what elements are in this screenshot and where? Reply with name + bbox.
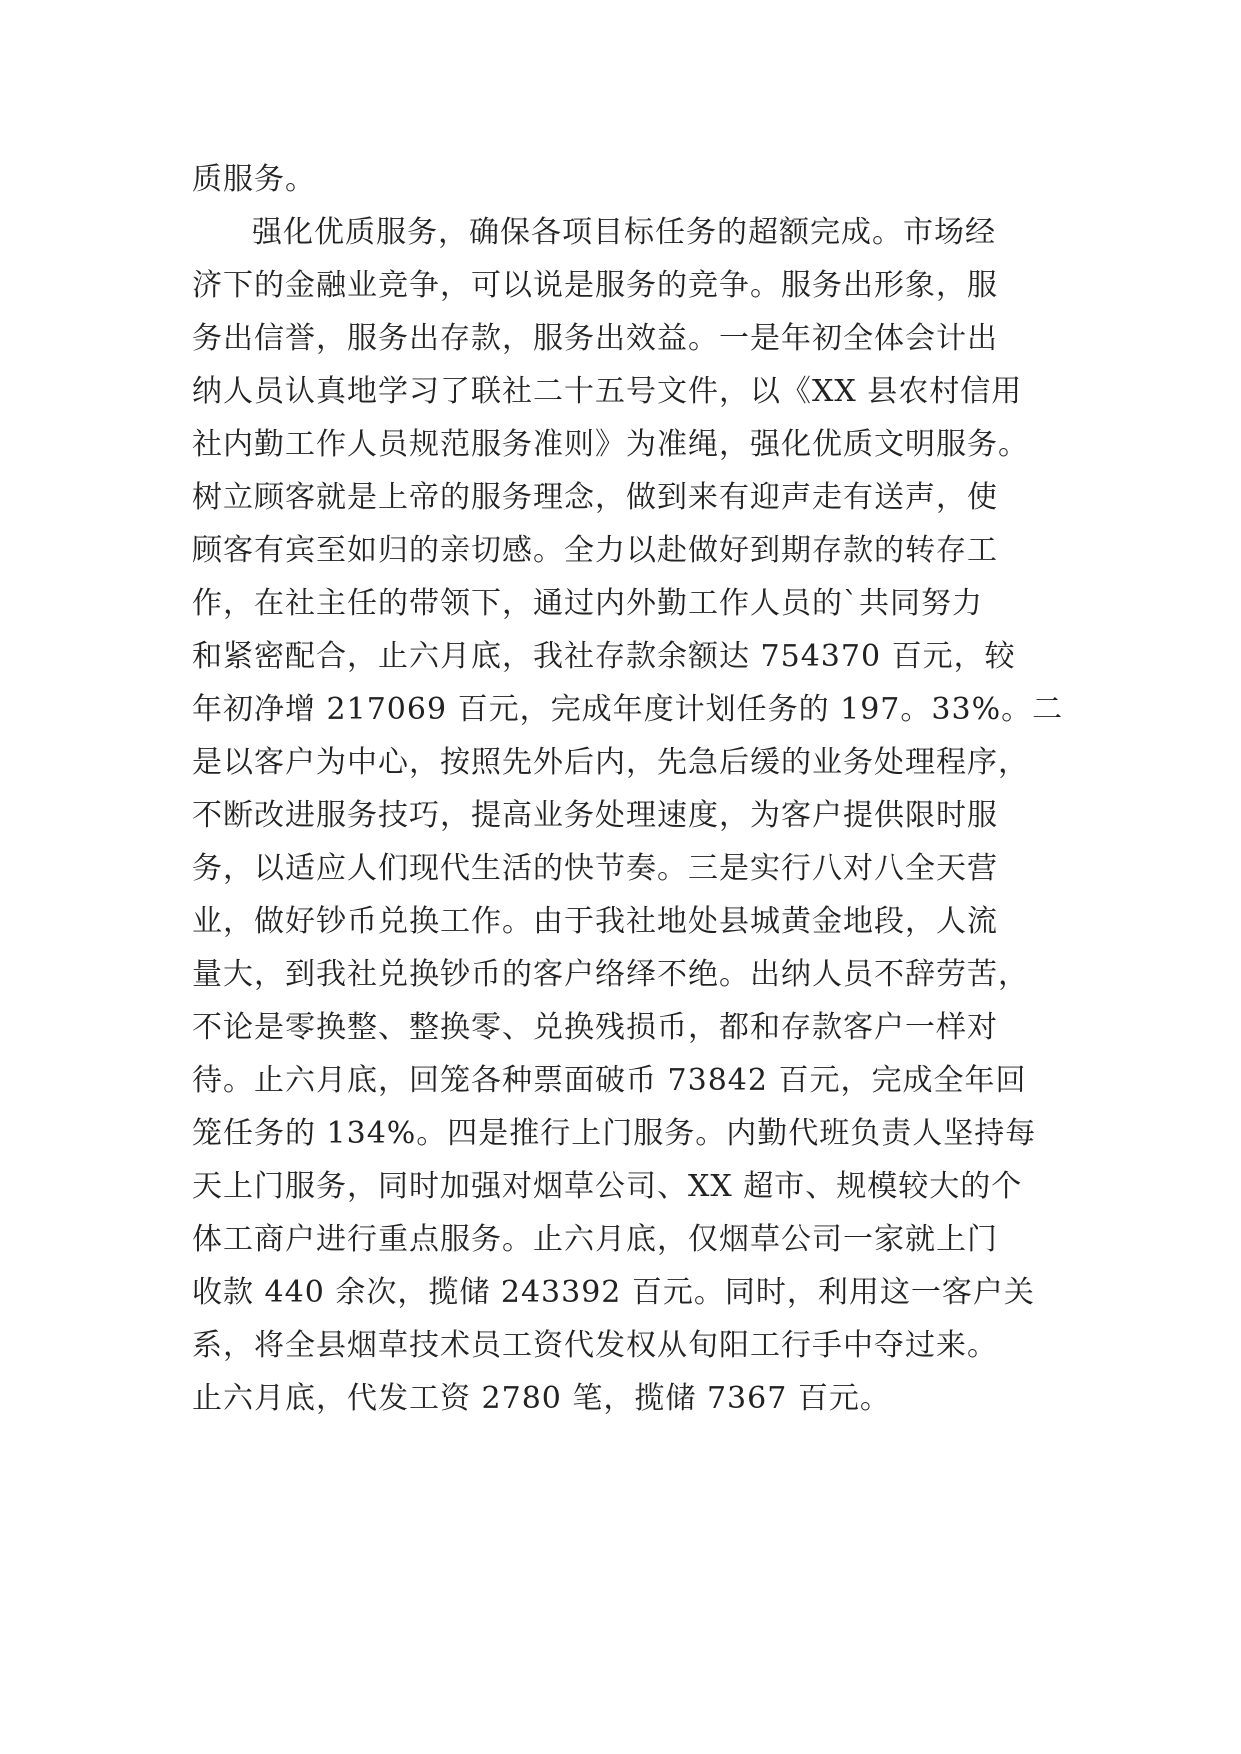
text-line: 业，做好钞币兑换工作。由于我社地处县城黄金地段，人流 [192,904,998,939]
text-line: 济下的金融业竞争，可以说是服务的竞争。服务出形象，服 [192,268,998,303]
text-line: 和紧密配合，止六月底，我社存款余额达 754370 百元，较 [192,639,1016,674]
text-line: 待。止六月底，回笼各种票面破币 73842 百元，完成全年回 [192,1063,1027,1098]
text-line: 笼任务的 134%。四是推行上门服务。内勤代班负责人坚持每 [192,1116,1037,1151]
text-line: 是以客户为中心，按照先外后内，先急后缓的业务处理程序， [192,745,1029,780]
text-line: 收款 440 余次，揽储 243392 百元。同时，利用这一客户关 [192,1275,1035,1310]
text-line: 纳人员认真地学习了联社二十五号文件，以《XX 县农村信用 [192,374,1023,409]
text-line: 量大，到我社兑换钞币的客户络绎不绝。出纳人员不辞劳苦， [192,957,1029,992]
text-line: 天上门服务，同时加强对烟草公司、XX 超市、规模较大的个 [192,1169,1023,1204]
text-line: 系，将全县烟草技术员工资代发权从旬阳工行手中夺过来。 [192,1328,998,1363]
text-line: 年初净增 217069 百元，完成年度计划任务的 197。33%。二 [192,692,1064,727]
text-line: 体工商户进行重点服务。止六月底，仅烟草公司一家就上门 [192,1222,998,1257]
text-line: 作，在社主任的带领下，通过内外勤工作人员的`共同努力 [192,586,983,621]
text-line: 止六月底，代发工资 2780 笔，揽储 7367 百元。 [192,1381,891,1416]
text-line: 顾客有宾至如归的亲切感。全力以赴做好到期存款的转存工 [192,533,998,568]
body-text [192,153,1072,1425]
text-line: 树立顾客就是上帝的服务理念，做到来有迎声走有送声，使 [192,480,998,515]
paragraph-first-line: 强化优质服务，确保各项目标任务的超额完成。市场经 [252,215,996,250]
text-line: 务，以适应人们现代生活的快节奏。三是实行八对八全天营 [192,851,998,886]
text-line: 质服务。 [192,162,316,197]
text-line: 务出信誉，服务出存款，服务出效益。一是年初全体会计出 [192,321,998,356]
text-line: 不断改进服务技巧，提高业务处理速度，为客户提供限时服 [192,798,998,833]
text-line: 社内勤工作人员规范服务准则》为准绳，强化优质文明服务。 [192,427,1029,462]
text-line: 不论是零换整、整换零、兑换残损币，都和存款客户一样对 [192,1010,998,1045]
